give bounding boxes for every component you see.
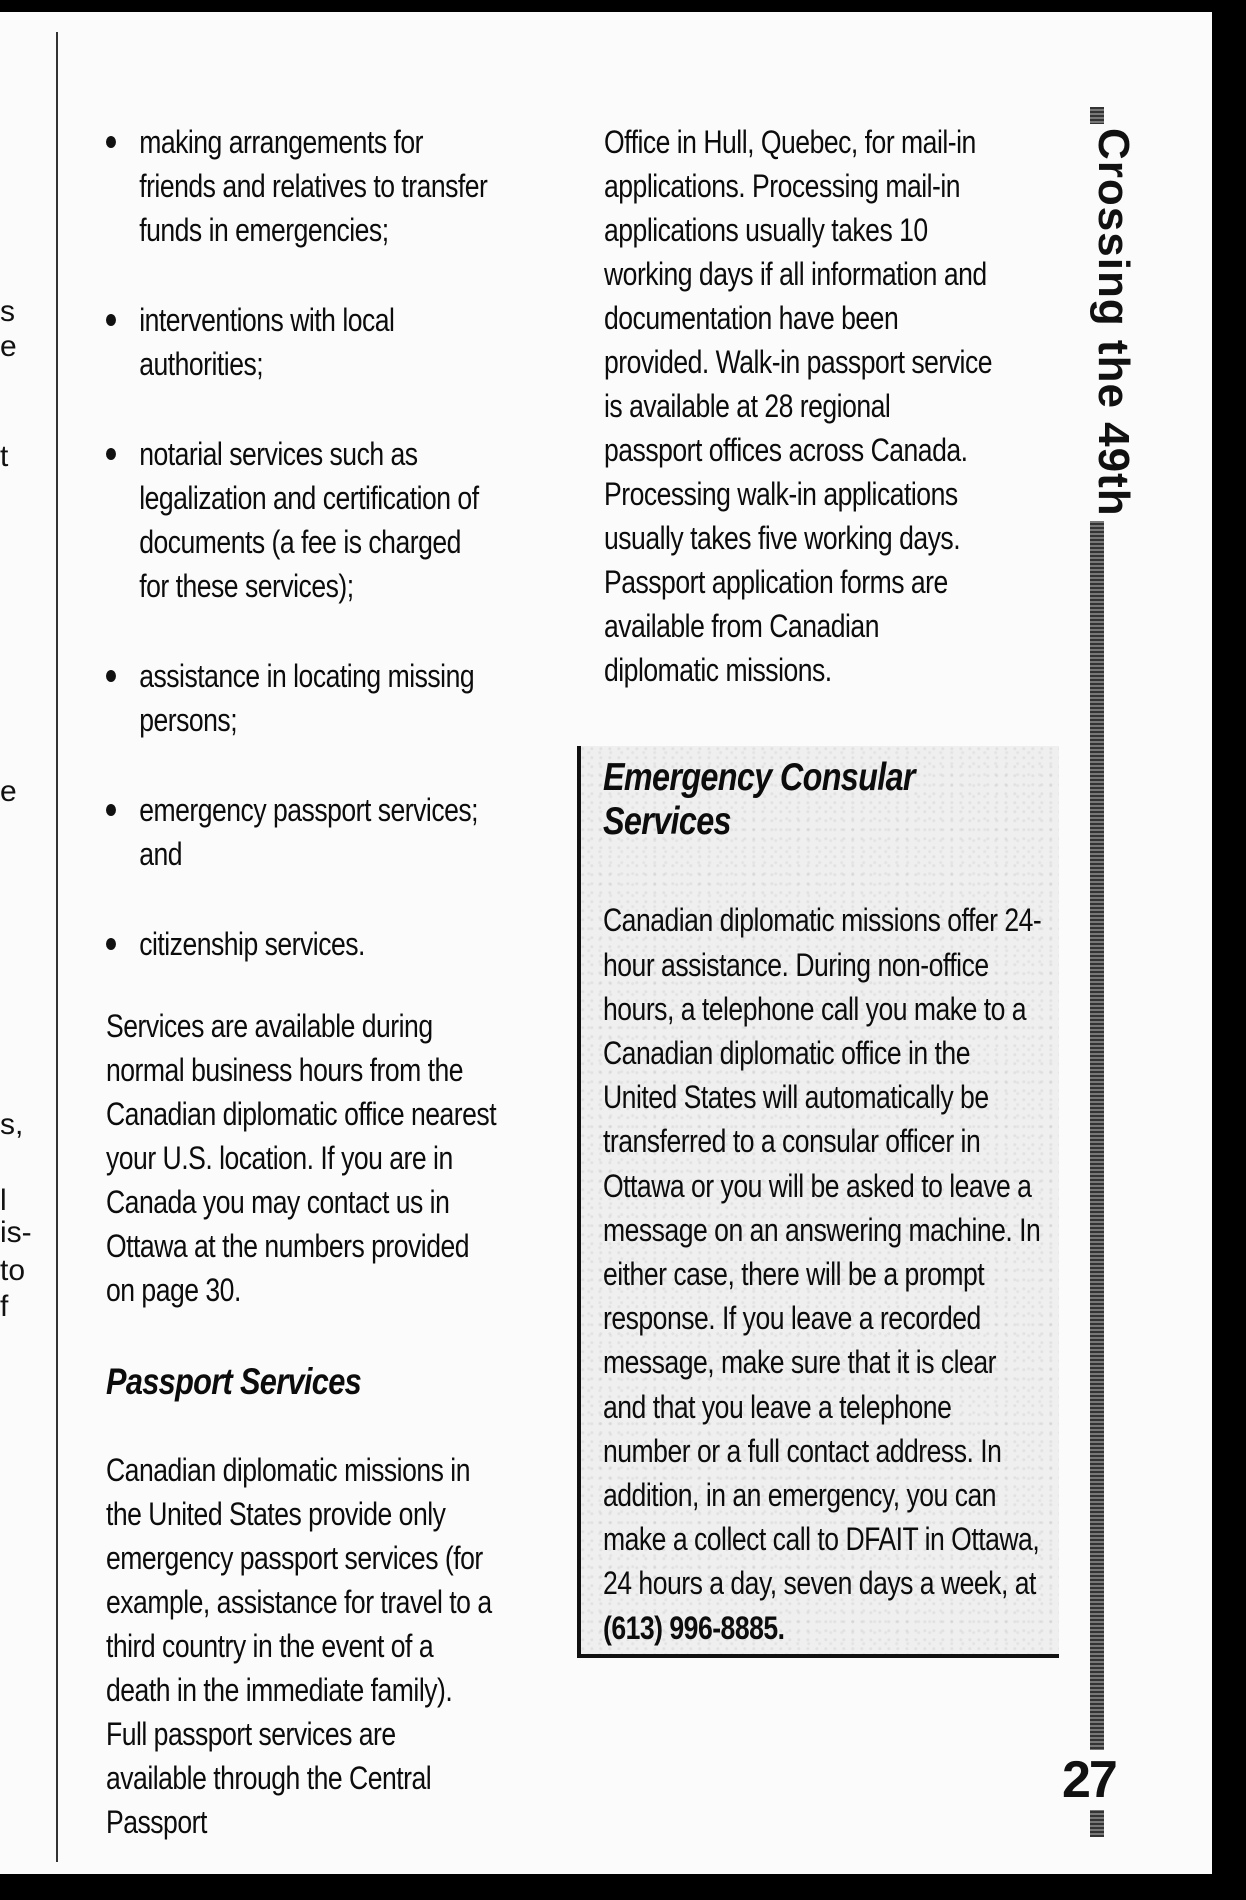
services-list — [106, 120, 496, 966]
list-item: interventions with local authorities; — [106, 298, 496, 386]
list-item: making arrangements for friends and relatives to transfer funds in emergencies; — [106, 120, 496, 252]
margin-fragment: s, — [0, 1108, 24, 1141]
emergency-consular-heading: Emergency Consular Services — [603, 756, 915, 844]
margin-fragment: e — [0, 330, 17, 363]
passport-services-heading: Passport Services — [106, 1361, 362, 1402]
emergency-phone-number: (613) 996-8885. — [603, 1609, 785, 1646]
page-number: 27 — [1062, 1751, 1116, 1809]
list-item: emergency passport services; and — [106, 788, 496, 876]
list-item: citizenship services. — [106, 922, 496, 966]
margin-fragment: t — [0, 440, 9, 473]
margin-fragment: to — [0, 1254, 26, 1287]
margin-fragment: l — [0, 1184, 7, 1217]
margin-fragment: s — [0, 295, 15, 328]
binding-edge-line — [56, 32, 58, 1862]
services-availability-paragraph: Services are available during normal business hours from the Canadian diplomatic office nearest your U.S. location. If you are in Canada you may contact us in Ottawa at the numbers provided on page 30. — [106, 1008, 497, 1308]
right-column — [604, 120, 994, 692]
margin-fragment: e — [0, 775, 17, 808]
list-item: notarial services such as legalization and certification of documents (a fee is charged for these services); — [106, 432, 496, 608]
passport-services-paragraph: Canadian diplomatic missions in the United States provide only emergency passport services (for example, assistance for travel to a third country in the event of a death in the immediate family). Full passport services are available through the Central Passport — [106, 1452, 492, 1840]
emergency-box-content — [603, 746, 1043, 1650]
margin-fragment: f — [0, 1290, 9, 1323]
running-section-title: Crossing the 49th — [1088, 124, 1138, 521]
document-page — [0, 12, 1212, 1874]
emergency-consular-paragraph — [603, 898, 1043, 1649]
list-item: assistance in locating missing persons; — [106, 654, 496, 742]
margin-fragment: is- — [0, 1216, 32, 1249]
emergency-consular-box — [577, 746, 1059, 1658]
emergency-body-text: Canadian diplomatic missions offer 24-hour assistance. During non-office hours, a telephone call you make to a Canadian diplomatic office in the United States will automatically be transferred to a consular officer in Ottawa or you will be asked to leave a message on an answering machine. In either case, there will be a prompt response. If you leave a recorded message, make sure that it is clear and that you leave a telephone number or a full contact address. In addition, in an emergency, you can make a collect call to DFAIT in Ottawa, 24 hours a day, seven days a week, at — [603, 902, 1042, 1602]
passport-office-paragraph: Office in Hull, Quebec, for mail-in applications. Processing mail-in applications usually takes 10 working days if all information and documentation have been provided. Walk-in passport service is available at 28 regional passport offices across Canada. Processing walk-in applications usually takes five working days. Passport application forms are available from Canadian diplomatic missions. — [604, 124, 993, 688]
left-column — [106, 120, 496, 1844]
